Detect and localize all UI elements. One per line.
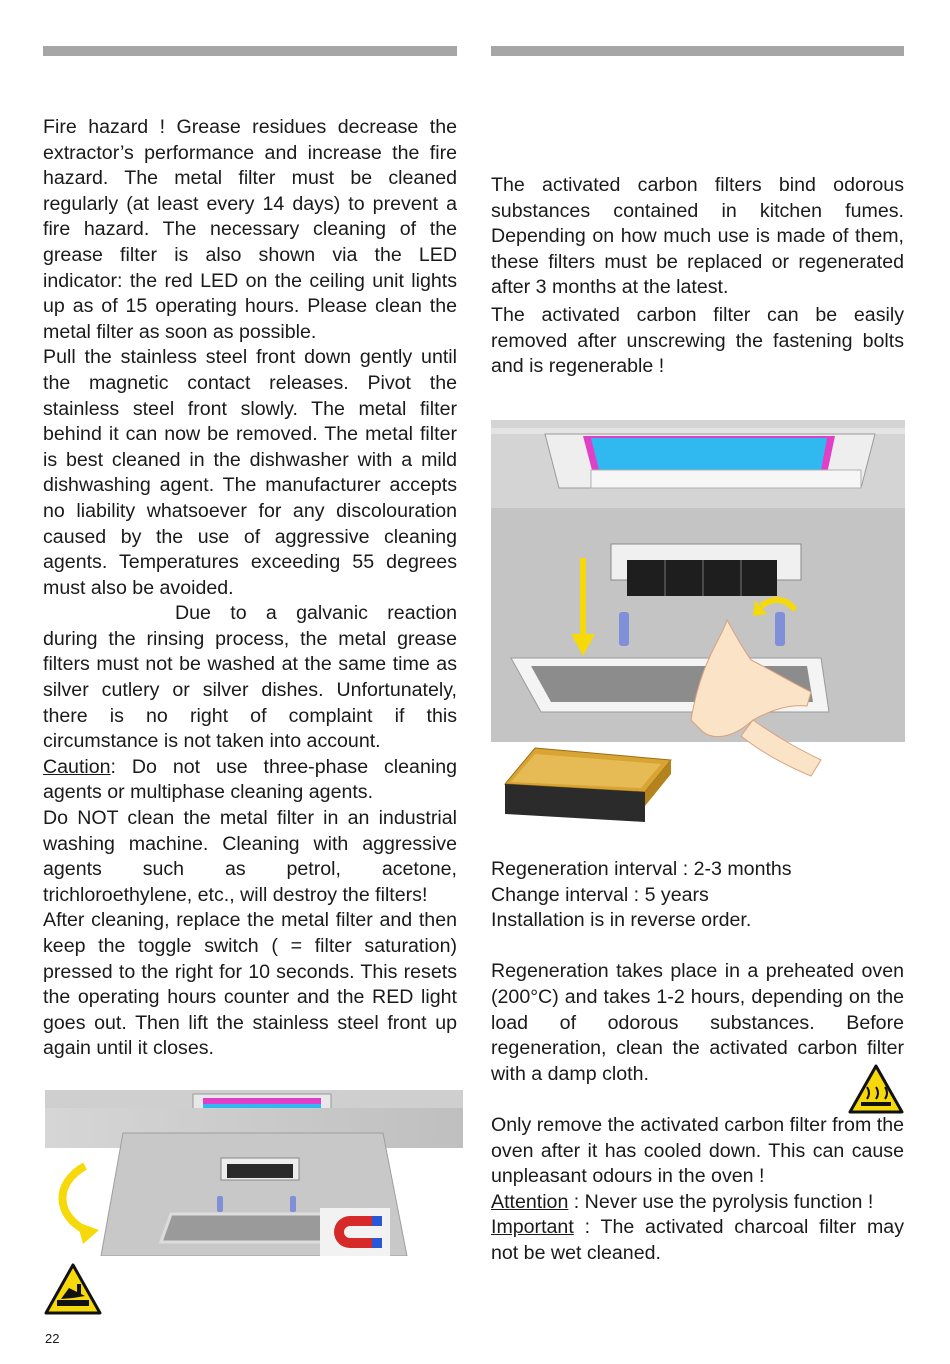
fire-hazard-paragraph: Fire hazard ! Grease residues decrease the extractor’s performance and increase the fire hazard. The metal filter must be cleaned regularly (at least every 14 days) to prevent a fire hazard. The necessary cleaning of the grease filter is also shown via the LED indicator: the red LED on the ceiling unit lights up as of 15 operating hours. Please clean the metal filter as soon as possible.: [43, 116, 457, 343]
grease-filter-removal-illustration: [45, 1088, 463, 1256]
attention-paragraph: [491, 1190, 904, 1216]
magnet-icon: [320, 1208, 390, 1256]
hand-crush-warning-icon: [43, 1262, 103, 1316]
page-number: 22: [45, 1331, 60, 1346]
carbon-filter-icon: [495, 742, 675, 822]
important-text: : The activated charcoal filter may not be wet cleaned.: [491, 1216, 904, 1264]
remove-paragraph: Only remove the activated carbon filter from the oven after it has cooled down. This can cause unpleasant odours in the oven !: [491, 1113, 904, 1188]
reset-paragraph: After cleaning, replace the metal filter and then keep the toggle switch ( = filter saturation) pressed to the right for 10 seconds. This resets the operating hours counter and the RED light goes out. Then lift the stainless steel front up again until it closes.: [43, 909, 457, 1060]
caution-paragraph: [43, 755, 457, 806]
regeneration-paragraph: Regeneration takes place in a preheated oven (200°C) and takes 1-2 hours, depending on the load of odorous substances. Before regeneration, clean the activated carbon filter with a damp cloth.: [491, 960, 904, 1085]
attention-text: : Never use the pyrolysis function !: [568, 1190, 874, 1213]
installation-note: Installation is in reverse order.: [491, 909, 752, 932]
galvanic-paragraph: Due to a galvanic reaction during the rinsing process, the metal grease filters must not be washed at the same time as silver cutlery or silver dishes. Unfortunately, there is no right of complaint if this circumstance is not taken into account.: [43, 602, 457, 753]
right-lower: [491, 857, 904, 1267]
left-header-bar: [43, 46, 457, 56]
hot-surface-warning-icon: [847, 1063, 905, 1115]
important-label: Important: [491, 1216, 574, 1239]
right-intro: [491, 173, 904, 380]
carbon-filter-removal-paragraph: The activated carbon filter can be easily removed after unscrewing the fastening bolts and is regenerable !: [491, 303, 904, 378]
caution-label: Caution: [43, 755, 111, 778]
change-interval: Change interval : 5 years: [491, 883, 709, 906]
regeneration-interval: Regeneration interval : 2-3 months: [491, 858, 792, 880]
caution-text: : Do not use three-phase cleaning agents or multiphase cleaning agents.: [43, 755, 457, 804]
carbon-filter-paragraph: The activated carbon filters bind odorous substances contained in kitchen fumes. Depending on how much use is made of them, these filters must be replaced or regenerated after 3 months at the latest.: [491, 174, 904, 299]
right-header-bar: [491, 46, 904, 56]
attention-label: Attention: [491, 1190, 569, 1213]
left-column: [43, 115, 457, 1062]
industrial-washing-paragraph: Do NOT clean the metal filter in an industrial washing machine. Cleaning with aggressive agents such as petrol, acetone, trichloroethylene, etc., will destroy the filters!: [43, 807, 457, 906]
carbon-filter-removal-illustration: [491, 420, 905, 780]
important-paragraph: [491, 1215, 904, 1266]
removal-paragraph: Pull the stainless steel front down gently until the magnetic contact releases. Pivot the stainless steel front slowly. The metal filter behind it can now be removed. The metal filter is best cleaned in the dishwasher with a mild dishwashing agent. The manufacturer accepts no liability whatsoever for any discolouration caused by the use of aggressive cleaning agents. Temperatures exceeding 55 degrees must also be avoided.: [43, 346, 457, 599]
